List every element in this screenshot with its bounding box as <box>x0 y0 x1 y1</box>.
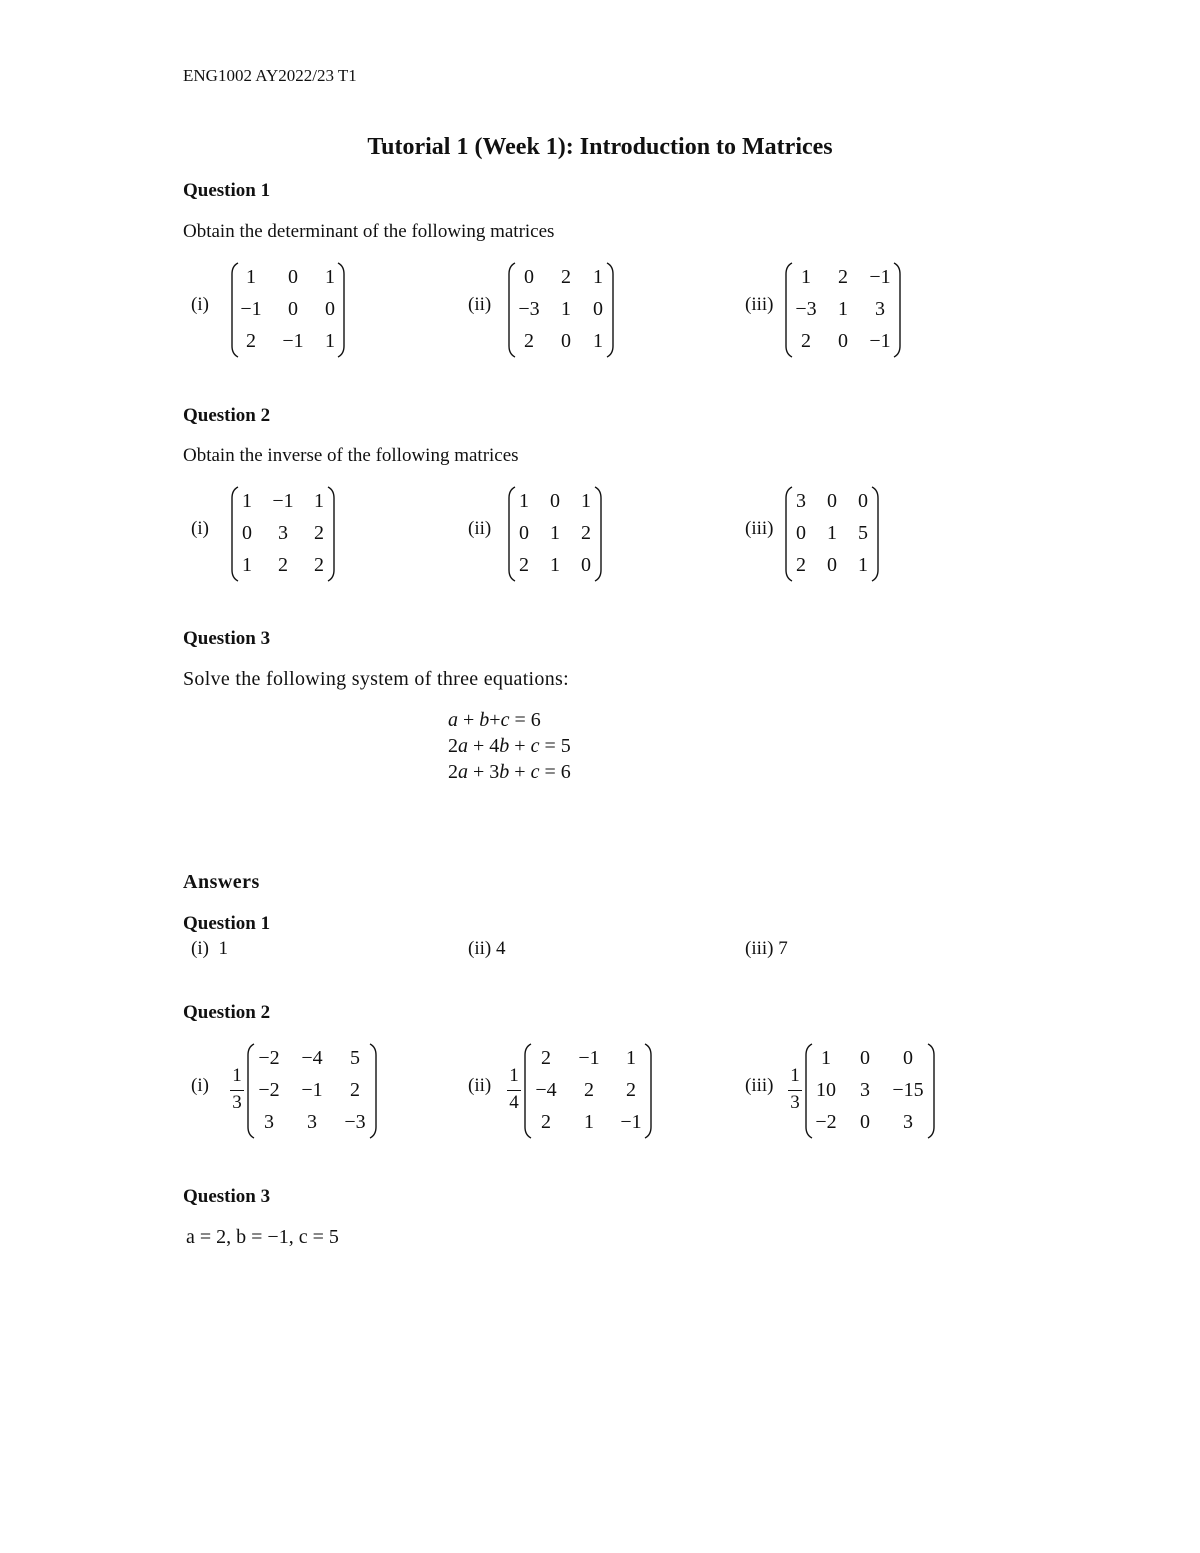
matrix-cell: 2 <box>350 1079 360 1101</box>
fraction-numerator: 1 <box>790 1065 800 1086</box>
matrix-cell: 1 <box>584 1111 594 1133</box>
matrix-label: (iii) <box>745 518 774 539</box>
matrix <box>230 262 346 358</box>
ans-q3-heading: Question 3 <box>183 1186 271 1207</box>
matrix-cell: 0 <box>519 522 529 544</box>
ans-q1-item-2: (ii) 4 <box>468 938 506 959</box>
matrix-cell: 2 <box>314 554 324 576</box>
q1-prompt: Obtain the determinant of the following matrices <box>183 221 555 242</box>
matrix-cell: 3 <box>875 298 885 320</box>
matrix-cell: 1 <box>561 298 571 320</box>
matrix-cell: 0 <box>860 1047 870 1069</box>
matrix-cell: −3 <box>795 298 817 320</box>
q1-heading: Question 1 <box>183 180 271 201</box>
matrix-label: (iii) <box>745 294 774 315</box>
matrix-cell: 1 <box>325 266 335 288</box>
fraction-bar <box>788 1090 802 1091</box>
matrix-cell: 0 <box>581 554 591 576</box>
matrix-cell: 1 <box>858 554 868 576</box>
matrix-label: (ii) <box>468 294 492 315</box>
matrix-cell: −2 <box>258 1047 280 1069</box>
matrix-cell: 1 <box>519 490 529 512</box>
q2-prompt: Obtain the inverse of the following matrices <box>183 445 519 466</box>
matrix-cell: 1 <box>801 266 811 288</box>
matrix-cell: −2 <box>258 1079 280 1101</box>
matrix-cell: 0 <box>524 266 534 288</box>
matrix <box>784 262 902 358</box>
matrix-cell: 2 <box>524 330 534 352</box>
matrix-cell: 2 <box>278 554 288 576</box>
matrix <box>784 486 880 582</box>
fraction-denominator: 3 <box>232 1092 242 1113</box>
matrix-label: (i) <box>191 518 209 539</box>
fraction-bar <box>507 1090 521 1091</box>
ans-q2-heading: Question 2 <box>183 1002 271 1023</box>
fraction-denominator: 4 <box>509 1092 519 1113</box>
q2-heading: Question 2 <box>183 405 271 426</box>
matrix-cell: 0 <box>796 522 806 544</box>
matrix <box>507 262 615 358</box>
matrix-cell: 1 <box>550 554 560 576</box>
matrix-cell: −1 <box>869 330 891 352</box>
ans-q1-item-3: (iii) 7 <box>745 938 788 959</box>
matrix-cell: −1 <box>620 1111 642 1133</box>
fraction-bar <box>230 1090 244 1091</box>
matrix-cell: 2 <box>838 266 848 288</box>
matrix-cell: 0 <box>593 298 603 320</box>
matrix-cell: 3 <box>860 1079 870 1101</box>
matrix-cell: 3 <box>278 522 288 544</box>
matrix-cell: −1 <box>240 298 262 320</box>
course-header: ENG1002 AY2022/23 T1 <box>183 66 357 85</box>
matrix-cell: −4 <box>535 1079 557 1101</box>
matrix-cell: 5 <box>858 522 868 544</box>
matrix-label: (iii) <box>745 1075 774 1096</box>
equation-3: 2a + 3b + c = 6 <box>448 761 571 783</box>
matrix-cell: 2 <box>314 522 324 544</box>
matrix-cell: 0 <box>827 490 837 512</box>
matrix-cell: 2 <box>801 330 811 352</box>
matrix-cell: 2 <box>626 1079 636 1101</box>
matrix-cell: −3 <box>518 298 540 320</box>
matrix-cell: 1 <box>581 490 591 512</box>
matrix-cell: 3 <box>796 490 806 512</box>
ans-q1-item-1: (i) 1 <box>191 938 228 959</box>
matrix-label: (i) <box>191 294 209 315</box>
matrix-cell: 1 <box>626 1047 636 1069</box>
matrix-cell: 3 <box>903 1111 913 1133</box>
matrix-cell: 2 <box>584 1079 594 1101</box>
matrix-cell: 0 <box>827 554 837 576</box>
matrix-cell: 2 <box>246 330 256 352</box>
matrix-cell: 0 <box>325 298 335 320</box>
matrix-cell: 2 <box>581 522 591 544</box>
matrix-cell: 1 <box>593 330 603 352</box>
fraction-denominator: 3 <box>790 1092 800 1113</box>
equation-2: 2a + 4b + c = 5 <box>448 735 571 757</box>
matrix-cell: 0 <box>903 1047 913 1069</box>
q3-heading: Question 3 <box>183 628 271 649</box>
matrix-cell: −1 <box>869 266 891 288</box>
matrix-cell: 3 <box>264 1111 274 1133</box>
fraction-numerator: 1 <box>509 1065 519 1086</box>
matrix-cell: 0 <box>860 1111 870 1133</box>
matrix-cell: 0 <box>288 298 298 320</box>
fraction-numerator: 1 <box>232 1065 242 1086</box>
matrix-cell: −1 <box>282 330 304 352</box>
matrix <box>230 486 336 582</box>
ans-q1-heading: Question 1 <box>183 913 271 934</box>
matrix-cell: 1 <box>821 1047 831 1069</box>
matrix-cell: 1 <box>550 522 560 544</box>
matrix-cell: 10 <box>816 1079 836 1101</box>
matrix-label: (i) <box>191 1075 209 1096</box>
matrix-cell: 0 <box>550 490 560 512</box>
matrix-cell: −3 <box>344 1111 366 1133</box>
page-title: Tutorial 1 (Week 1): Introduction to Matrices <box>367 134 833 160</box>
matrix-cell: 1 <box>827 522 837 544</box>
matrix <box>246 1043 378 1139</box>
matrix-cell: 1 <box>593 266 603 288</box>
q3-prompt: Solve the following system of three equations: <box>183 668 569 690</box>
matrix-cell: 2 <box>541 1111 551 1133</box>
matrix-cell: 2 <box>541 1047 551 1069</box>
matrix-cell: 0 <box>838 330 848 352</box>
matrix-label: (ii) <box>468 1075 492 1096</box>
matrix-cell: 3 <box>307 1111 317 1133</box>
matrix-cell: 2 <box>796 554 806 576</box>
matrix-cell: −1 <box>301 1079 323 1101</box>
matrix-cell: 2 <box>561 266 571 288</box>
answers-heading: Answers <box>183 871 260 893</box>
matrix <box>804 1043 936 1139</box>
matrix-cell: 1 <box>246 266 256 288</box>
matrix-cell: −4 <box>301 1047 323 1069</box>
matrix-cell: 0 <box>561 330 571 352</box>
matrix <box>523 1043 653 1139</box>
matrix-cell: −1 <box>272 490 294 512</box>
matrix-label: (ii) <box>468 518 492 539</box>
matrix-cell: 1 <box>838 298 848 320</box>
matrix-cell: −1 <box>578 1047 600 1069</box>
matrix-cell: 5 <box>350 1047 360 1069</box>
equation-1: a + b+c = 6 <box>448 709 541 731</box>
matrix-cell: 1 <box>314 490 324 512</box>
matrix-cell: 0 <box>242 522 252 544</box>
ans-q3-solution: a = 2, b = −1, c = 5 <box>186 1226 339 1248</box>
matrix-cell: 1 <box>242 490 252 512</box>
matrix-cell: −2 <box>815 1111 837 1133</box>
matrix-cell: −15 <box>892 1079 924 1101</box>
matrix-cell: 2 <box>519 554 529 576</box>
matrix-cell: 0 <box>858 490 868 512</box>
matrix-cell: 1 <box>325 330 335 352</box>
matrix-cell: 1 <box>242 554 252 576</box>
matrix-cell: 0 <box>288 266 298 288</box>
matrix <box>507 486 603 582</box>
